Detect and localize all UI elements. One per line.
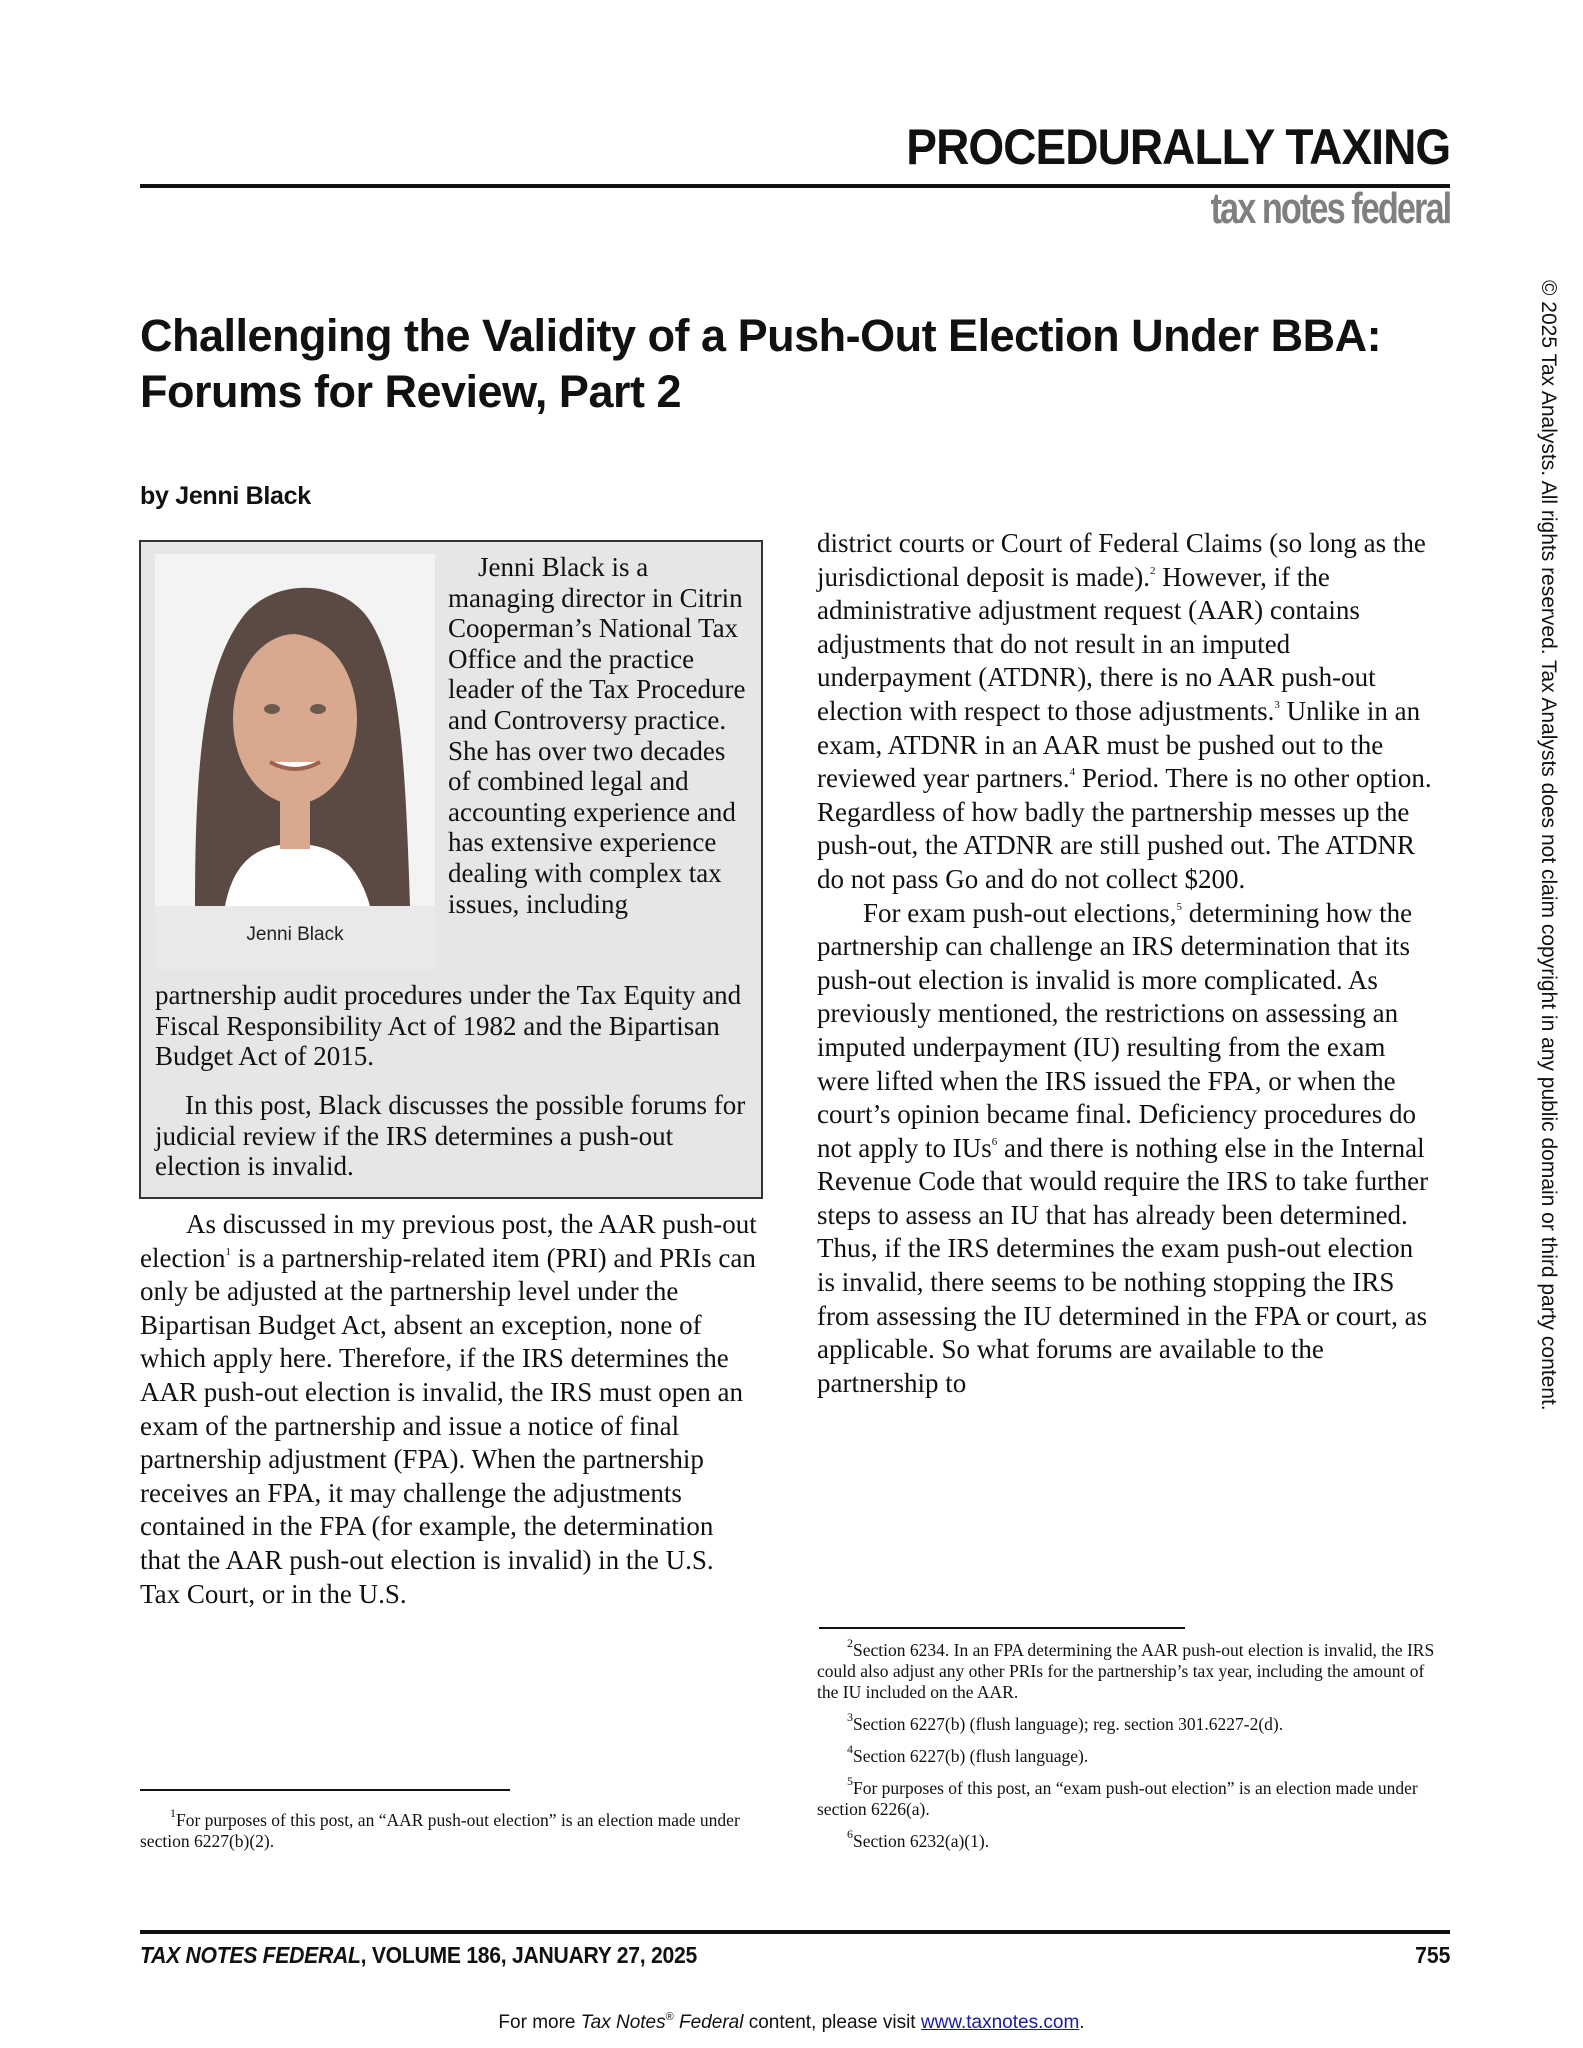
- footnote-rule-left: [140, 1789, 510, 1791]
- article-title: [140, 308, 1440, 420]
- footnotes-left: [140, 1806, 760, 1863]
- publication-brand: tax notes federal: [1210, 184, 1450, 233]
- post-summary: In this post, Black discusses the possible forums for judicial review if the IRS determines a push-out election is invalid.: [155, 1090, 746, 1182]
- footnote-ref-1[interactable]: 1: [225, 1245, 231, 1258]
- portrait-image-icon: [155, 554, 435, 906]
- footnote-3: $^3$Section 6227(b) (flush language); reg. section 301.6227-2(d).: [847, 1710, 1284, 1734]
- author-bio-text: [448, 552, 748, 919]
- footer-publication: TAX NOTES FEDERAL: [140, 1942, 361, 1968]
- page-number: 755: [1414, 1942, 1450, 1968]
- footer-issue: , VOLUME 186, JANUARY 27, 2025: [360, 1942, 697, 1968]
- body-paragraph: For exam push-out elections,$^5$ determining how the partnership can challenge an IRS determination that its push-out election is invalid is more complicated. As previously mentioned, the restrictions on assessing an imputed underpayment (IU) resulting from the exam were lifted when the IRS issued the FPA, or when the court’s opinion became final. Deficiency procedures do not apply to IUs$^6$ and there is nothing else in the Internal Revenue Code that would require the IRS to take further steps to assess an IU that has already been determined. Thus, if the IRS determines the exam push-out election is invalid, there seems to be nothing stopping the IRS from assessing the IU determined in the FPA or court, as applicable. So what forums are available to the partnership to: [817, 897, 1429, 1398]
- taxnotes-link[interactable]: www.taxnotes.com: [920, 2012, 1080, 2033]
- body-left-column: As discussed in my previous post, the AAR push-out election$^1$ is a partnership-related item (PRI) and PRIs can only be adjusted at the partnership level under the Bipartisan Budget Act, absent an exception, none of which apply here. Therefore, if the IRS determines the AAR push-out election is invalid, the IRS must open an exam of the partnership and issue a notice of final partnership adjustment (FPA). When the partnership receives an FPA, it may challenge the adjustments contained in the FPA (for example, the determination that the AAR push-out election is invalid) in the U.S. Tax Court, or in the U.S.: [140, 1209, 757, 1609]
- footnote-rule-right: [819, 1627, 1185, 1629]
- author-bio-text-continued: partnership audit procedures under the Tax Equity and Fiscal Responsibility Act of 1982 and the Bipartisan Budget Act of 2015.: [155, 980, 742, 1072]
- footnote-6: $^6$Section 6232(a)(1).: [847, 1827, 990, 1851]
- footnotes-right: [817, 1636, 1437, 1863]
- author-photo-panel: [155, 554, 435, 970]
- author-bio-narrow: Jenni Black is a managing director in Citrin Cooperman’s National Tax Office and the practice leader of the Tax Procedure and Controversy practice. She has over two decades of combined legal and accounting experience and has extensive experience dealing with complex tax issues, including: [448, 552, 746, 919]
- article-title-line-1: Challenging the Validity of a Push-Out Election Under BBA:: [140, 310, 1382, 361]
- footnote-ref-2[interactable]: 2: [1149, 564, 1156, 577]
- registered-mark: ®: [665, 2011, 674, 2023]
- credit-line: For more Tax Notes® Federal content, please visit www.taxnotes.com.: [498, 2011, 1085, 2033]
- body-right-column: [817, 527, 1437, 1400]
- footnote-ref-5[interactable]: 5: [1176, 900, 1182, 913]
- author-photo-caption: Jenni Black: [246, 924, 344, 945]
- footnote-5: $^5$For purposes of this post, an “exam push-out election” is an election made under section 6226(a).: [817, 1774, 1418, 1819]
- footnote-ref-3[interactable]: 3: [1274, 698, 1280, 711]
- section-title: PROCEDURALLY TAXING: [906, 119, 1450, 175]
- footnote-4: $^4$Section 6227(b) (flush language).: [847, 1742, 1089, 1766]
- body-paragraph: district courts or Court of Federal Claims (so long as the jurisdictional deposit is made).$^2$ However, if the administrative adjustment request (AAR) contains adjustments that do not result in an imputed underpayment (ATDNR), there is no AAR push-out election with respect to those adjustments.$^3$ Unlike in an exam, ATDNR in an AAR must be pushed out to the reviewed year partners.$^4$ Period. There is no other option. Regardless of how badly the partnership messes up the push-out, the ATDNR are still pushed out. The ATDNR do not pass Go and do not collect $200.: [817, 528, 1432, 894]
- footer-issue-info: [140, 1942, 697, 1969]
- author-photo: [155, 554, 435, 906]
- footer-rule: [140, 1930, 1450, 1934]
- copyright-notice: © 2025 Tax Analysts. All rights reserved. Tax Analysts does not claim copyright in any public domain or third party content.: [1537, 280, 1560, 1411]
- footnote-1: $^1$For purposes of this post, an “AAR push-out election” is an election made under section 6227(b)(2).: [140, 1806, 740, 1851]
- author-bio-box: [139, 540, 763, 1199]
- byline: by Jenni Black: [140, 482, 311, 510]
- footnote-ref-6[interactable]: 6: [991, 1135, 998, 1148]
- footnote-ref-4[interactable]: 4: [1069, 766, 1076, 779]
- footnote-2: $^2$Section 6234. In an FPA determining the AAR push-out election is invalid, the IRS could also adjust any other PRIs for the partnership’s tax year, including the amount of the IU included on the AAR.: [817, 1636, 1435, 1702]
- article-title-line-2: Forums for Review, Part 2: [140, 366, 681, 417]
